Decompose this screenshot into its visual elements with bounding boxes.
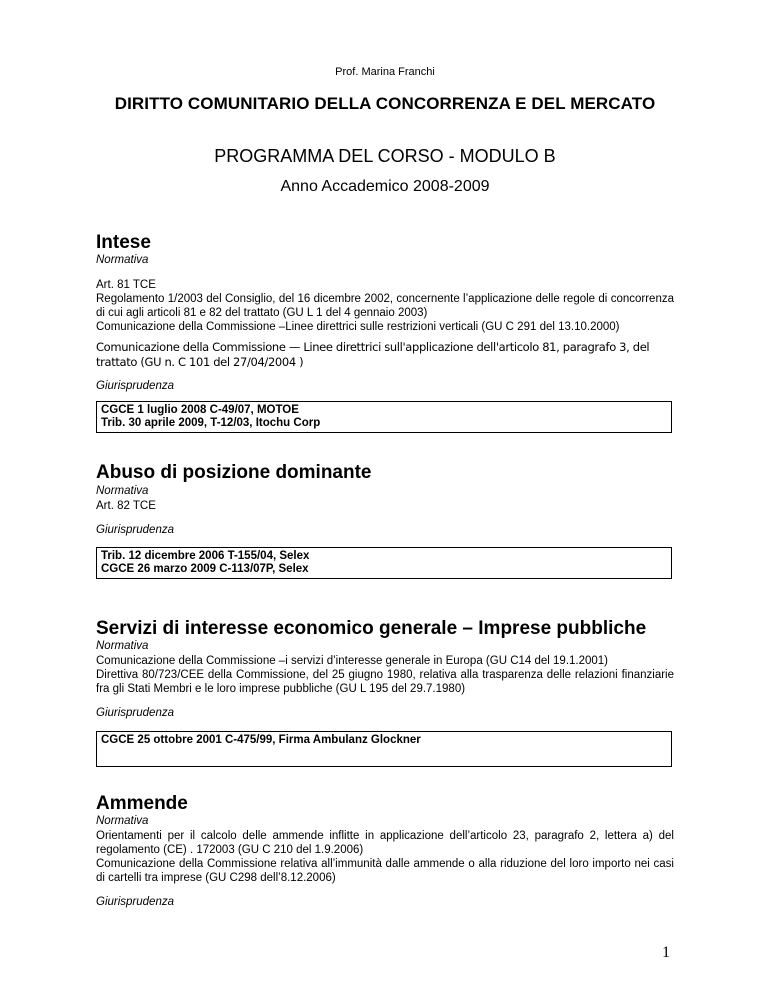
case-item: CGCE 26 marzo 2009 C-113/07P, Selex	[101, 563, 309, 575]
normativa-label-abuso: Normativa	[96, 485, 149, 497]
document-subtitle: PROGRAMMA DEL CORSO - MODULO B	[214, 146, 556, 166]
document-title: DIRITTO COMUNITARIO DELLA CONCORRENZA E DEL MERCATO	[114, 94, 656, 113]
giurisprudenza-label-intese: Giurisprudenza	[96, 380, 174, 392]
case-item: Trib. 12 dicembre 2006 T-155/04, Selex	[101, 550, 310, 562]
page-number: 1	[662, 944, 670, 961]
normativa-item: Orientamenti per il calcolo delle ammende inflitte in applicazione dell’articolo 23, paragrafo 2, lettera a) del regolamento (CE) . 172003 (GU C 210 del 1.9.2006)	[96, 830, 674, 856]
normativa-item: Comunicazione della Commissione –i servizi d’interesse generale in Europa (GU C14 del 19.1.2001)	[96, 655, 609, 667]
normativa-label-intese: Normativa	[96, 254, 149, 266]
normativa-label-servizi: Normativa	[96, 640, 149, 652]
normativa-item: Regolamento 1/2003 del Consiglio, del 16 dicembre 2002, concernente l’applicazione delle regole di concorrenza di cui agli articoli 81 e 82 del trattato (GU L 1 del 4 gennaio 2003)	[96, 293, 674, 319]
case-box-abuso	[96, 547, 672, 579]
section-title-ammende: Ammende	[96, 793, 188, 814]
case-item: Trib. 30 aprile 2009, T-12/03, Itochu Corp	[101, 417, 321, 429]
section-title-abuso: Abuso di posizione dominante	[96, 462, 372, 483]
giurisprudenza-label-abuso: Giurisprudenza	[96, 524, 174, 536]
normativa-label-ammende: Normativa	[96, 815, 149, 827]
normativa-item: Art. 82 TCE	[96, 500, 156, 512]
normativa-item: Direttiva 80/723/CEE della Commissione, del 25 giugno 1980, relativa alla trasparenza delle relazioni finanziarie fra gli Stati Membri e le loro imprese pubbliche (GU L 195 del 29.7.1980)	[96, 669, 674, 695]
case-box-intese	[96, 401, 672, 433]
case-item: CGCE 1 luglio 2008 C-49/07, MOTOE	[101, 404, 299, 416]
normativa-item: Comunicazione della Commissione relativa all’immunità dalle ammende o alla riduzione del loro importo nei casi di cartelli tra imprese (GU C298 dell’8.12.2006)	[96, 858, 674, 884]
author-name: Prof. Marina Franchi	[335, 66, 435, 78]
normativa-item: Comunicazione della Commissione — Linee direttrici sull'applicazione dell'articolo 81, paragrafo 3, del trattato (GU n. C 101 del 27/04/2004 )	[96, 340, 650, 369]
giurisprudenza-label-ammende: Giurisprudenza	[96, 896, 174, 908]
normativa-item: Comunicazione della Commissione –Linee direttrici sulle restrizioni verticali (GU C 291 del 13.10.2000)	[96, 321, 620, 333]
section-title-intese: Intese	[96, 232, 151, 253]
case-item: CGCE 25 ottobre 2001 C-475/99, Firma Ambulanz Glockner	[101, 734, 421, 746]
section-title-servizi: Servizi di interesse economico generale – Imprese pubbliche	[96, 618, 647, 639]
case-box-servizi	[96, 731, 672, 767]
giurisprudenza-label-servizi: Giurisprudenza	[96, 707, 174, 719]
normativa-item: Art. 81 TCE	[96, 279, 156, 291]
academic-year: Anno Accademico 2008-2009	[280, 178, 490, 195]
